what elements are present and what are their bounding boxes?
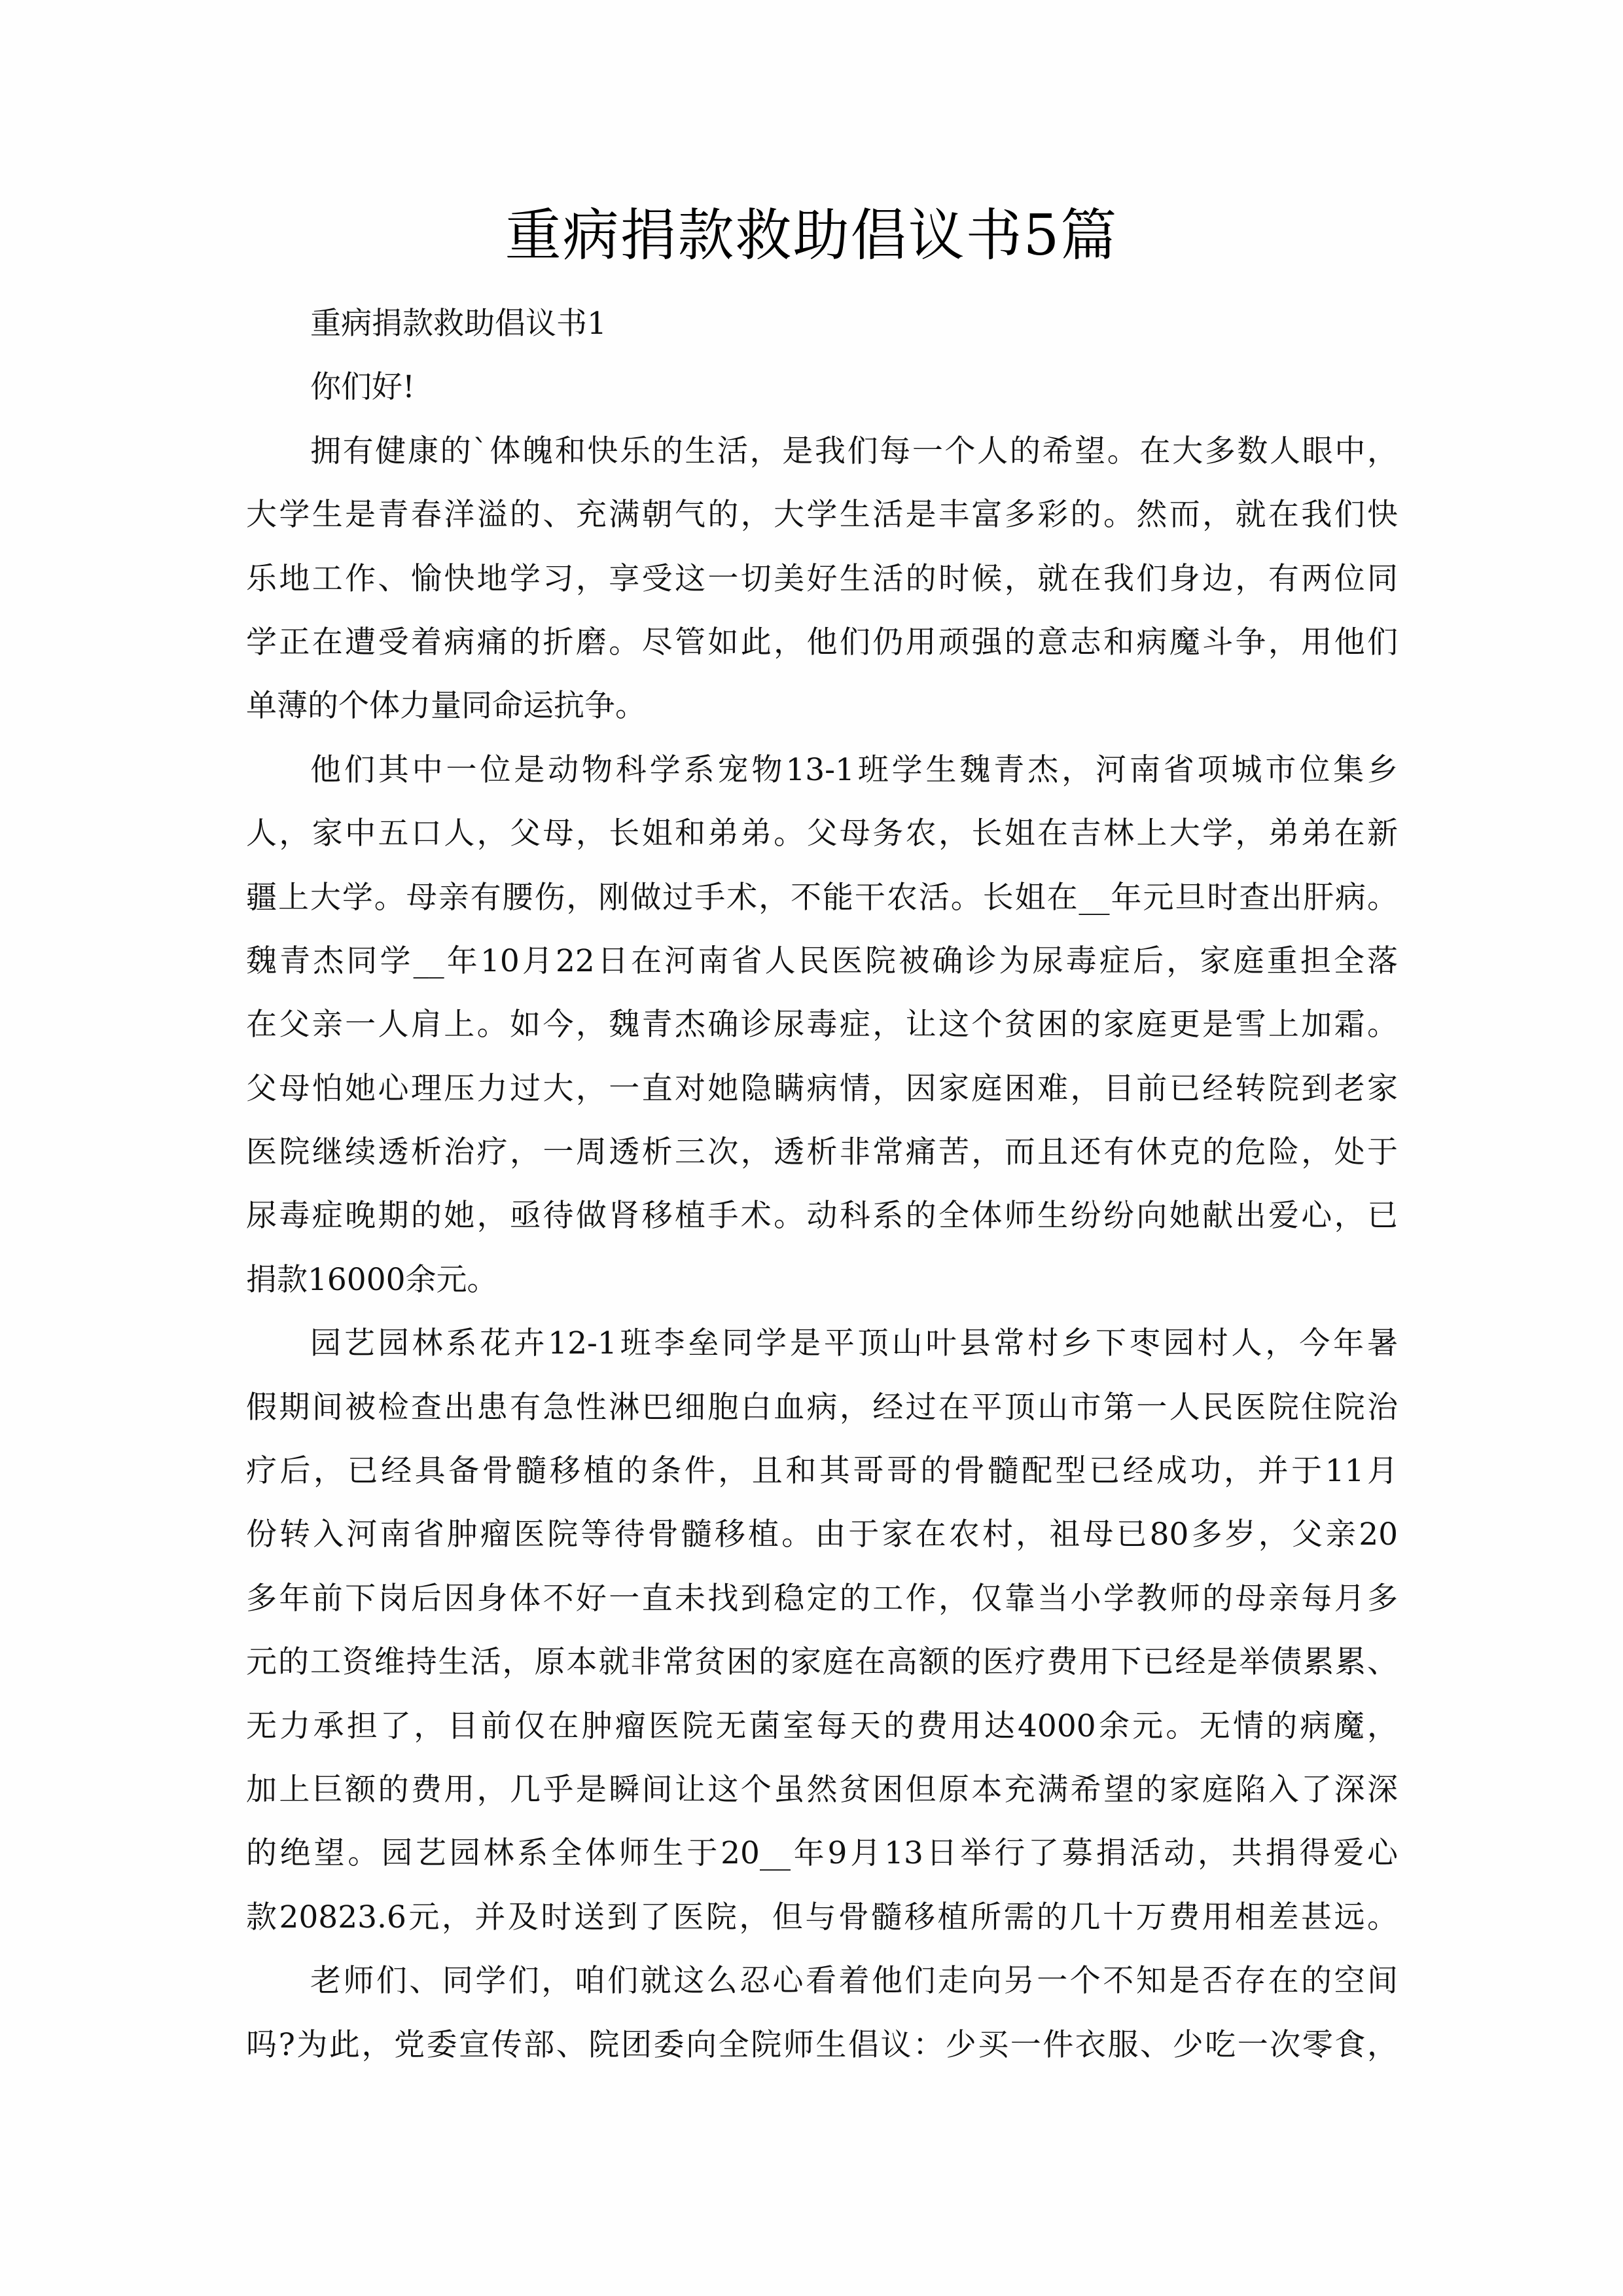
text-line: 医院继续透析治疗，一周透析三次，透析非常痛苦，而且还有休克的危险，处于 [246,1134,1398,1171]
text-line: 无力承担了，目前仅在肿瘤医院无菌室每天的费用达4000余元。无情的病魔， [246,1708,1398,1744]
text-line: 疆上大学。母亲有腰伤，刚做过手术，不能干农活。长姐在__年元旦时查出肝病。 [246,879,1398,916]
text-line: 加上巨额的费用，几乎是瞬间让这个虽然贫困但原本充满希望的家庭陷入了深深 [246,1771,1398,1808]
text-line: 学正在遭受着病痛的折磨。尽管如此，他们仍用顽强的意志和病魔斗争，用他们 [246,624,1398,660]
text-line: 单薄的个体力量同命运抗争。 [246,688,646,725]
text-line: 款20823.6元，并及时送到了医院，但与骨髓移植所需的几十万费用相差甚远。 [246,1899,1398,1935]
text-line: 尿毒症晚期的她，亟待做肾移植手术。动科系的全体师生纷纷向她献出爱心，已 [246,1198,1398,1234]
text-line: 大学生是青春洋溢的、充满朝气的，大学生活是丰富多彩的。然而，就在我们快 [246,497,1398,533]
document-title: 重病捐款救助倡议书5篇 [505,203,1118,268]
text-line: 假期间被检查出患有急性淋巴细胞白血病，经过在平顶山市第一人民医院住院治 [246,1389,1398,1426]
document-body [246,292,1398,2077]
text-line: 在父亲一人肩上。如今，魏青杰确诊尿毒症，让这个贫困的家庭更是雪上加霜。 [246,1007,1398,1043]
text-line: 捐款16000余元。 [246,1261,498,1298]
text-line: 吗?为此，党委宣传部、院团委向全院师生倡议：少买一件衣服、少吃一次零食， [246,2026,1398,2063]
text-line: 多年前下岗后因身体不好一直未找到稳定的工作，仅靠当小学教师的母亲每月多 [246,1580,1398,1617]
text-line: 父母怕她心理压力过大，一直对她隐瞒病情，因家庭困难，目前已经转院到老家 [246,1070,1398,1107]
text-line: 拥有健康的`体魄和快乐的生活，是我们每一个人的希望。在大多数人眼中， [310,433,1398,469]
text-line: 老师们、同学们，咱们就这么忍心看着他们走向另一个不知是否存在的空间 [310,1963,1398,2000]
text-line: 重病捐款救助倡议书1 [310,306,607,342]
text-line: 的绝望。园艺园林系全体师生于20__年9月13日举行了募捐活动，共捐得爱心 [246,1835,1398,1872]
text-line: 他们其中一位是动物科学系宠物13-1班学生魏青杰，河南省项城市位集乡 [310,751,1398,788]
text-line: 份转入河南省肿瘤医院等待骨髓移植。由于家在农村，祖母已80多岁，父亲20 [246,1516,1398,1553]
text-line: 园艺园林系花卉12-1班李垒同学是平顶山叶县常村乡下枣园村人，今年暑 [310,1325,1398,1362]
text-line: 乐地工作、愉快地学习，享受这一切美好生活的时候，就在我们身边，有两位同 [246,560,1398,597]
text-line: 疗后，已经具备骨髓移植的条件，且和其哥哥的骨髓配型已经成功，并于11月 [246,1453,1398,1490]
text-line: 魏青杰同学__年10月22日在河南省人民医院被确诊为尿毒症后，家庭重担全落 [246,942,1398,979]
text-line: 你们好! [310,369,415,406]
text-line: 人，家中五口人，父母，长姐和弟弟。父母务农，长姐在吉林上大学，弟弟在新 [246,816,1398,852]
text-line: 元的工资维持生活，原本就非常贫困的家庭在高额的医疗费用下已经是举债累累、 [246,1644,1398,1681]
